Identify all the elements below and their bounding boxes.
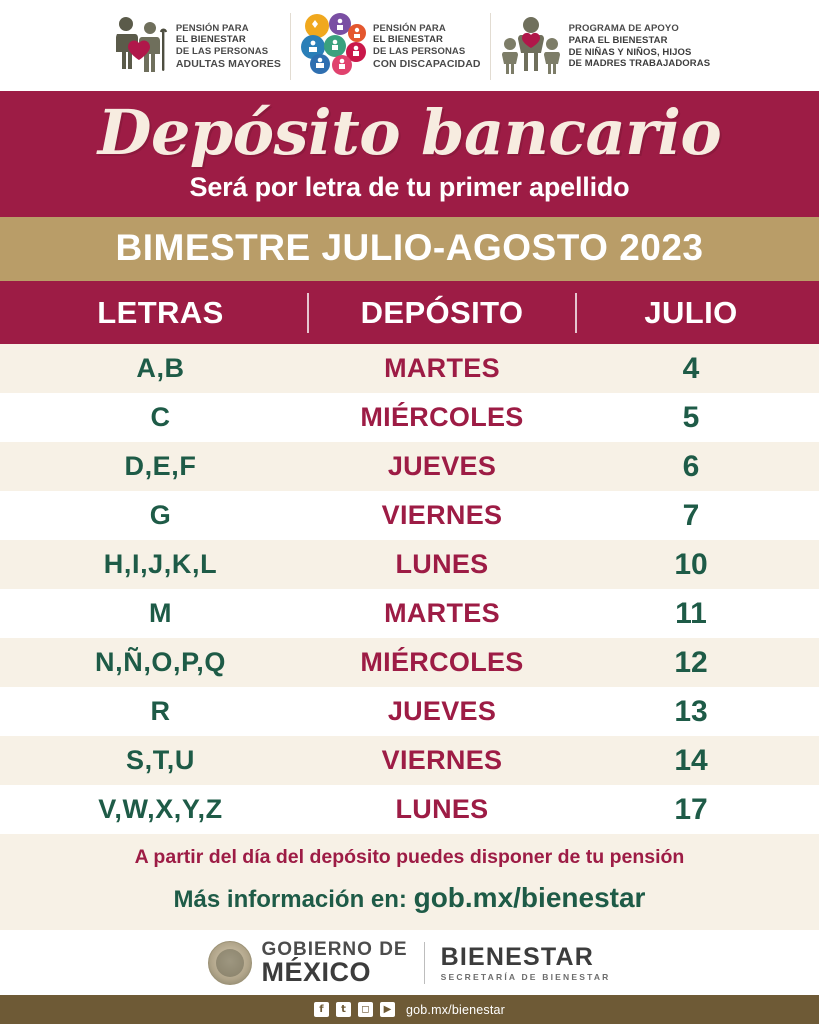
cell-julio: 13 xyxy=(674,694,708,728)
footer-divider xyxy=(424,942,425,984)
cell-deposito: VIERNES xyxy=(381,745,503,776)
more-info-line xyxy=(0,880,819,930)
social-handle[interactable]: gob.mx/bienestar xyxy=(405,1002,506,1017)
cell-letras: M xyxy=(148,598,173,629)
cell-julio: 12 xyxy=(674,645,708,679)
logo-pension-discapacidad-text: PENSIÓN PARA EL BIENESTAR DE LAS PERSONAS CON DISCAPACIDAD xyxy=(373,22,481,70)
youtube-icon[interactable]: ▶ xyxy=(380,1002,395,1017)
national-seal-icon xyxy=(208,941,252,985)
table-row xyxy=(0,491,819,540)
cell-julio: 10 xyxy=(674,547,708,581)
gobierno-de-mexico-lockup xyxy=(208,940,407,986)
table-row xyxy=(0,785,819,834)
page-subtitle: Será por letra de tu primer apellido xyxy=(189,172,630,203)
cell-letras: G xyxy=(149,500,172,531)
program-logos-bar xyxy=(0,0,819,91)
cell-deposito: LUNES xyxy=(395,794,489,825)
table-row xyxy=(0,442,819,491)
cell-letras: N,Ñ,O,P,Q xyxy=(95,647,226,678)
header-divider-1 xyxy=(307,293,309,333)
gobierno-label-line1: GOBIERNO DE xyxy=(261,938,408,960)
disability-symbols-icon xyxy=(300,13,366,80)
cell-deposito: MARTES xyxy=(384,353,500,384)
elderly-couple-icon xyxy=(109,13,169,80)
table-row xyxy=(0,540,819,589)
cell-deposito: MIÉRCOLES xyxy=(360,647,524,678)
cell-letras: H,I,J,K,L xyxy=(103,549,218,580)
table-header xyxy=(0,281,819,344)
bimestre-label: BIMESTRE JULIO-AGOSTO 2023 xyxy=(115,227,704,269)
column-header-deposito: DEPÓSITO xyxy=(360,294,524,330)
schedule-table-body xyxy=(0,344,819,834)
cell-julio: 11 xyxy=(675,596,707,630)
cell-letras: R xyxy=(150,696,171,727)
cell-deposito: MIÉRCOLES xyxy=(360,402,524,433)
logo-pension-adultos-mayores xyxy=(100,13,290,80)
cell-letras: C xyxy=(150,402,171,433)
bimestre-band xyxy=(0,217,819,281)
cell-deposito: JUEVES xyxy=(387,696,497,727)
title-band xyxy=(0,91,819,217)
mother-children-icon xyxy=(500,13,562,80)
government-footer xyxy=(0,930,819,995)
cell-letras: D,E,F xyxy=(124,451,197,482)
column-header-julio: JULIO xyxy=(644,294,738,330)
gobierno-label-line2: MÉXICO xyxy=(261,956,371,987)
cell-letras: V,W,X,Y,Z xyxy=(98,794,223,825)
page-title: Depósito bancario xyxy=(97,96,722,170)
table-row xyxy=(0,589,819,638)
bienestar-lockup xyxy=(441,944,611,981)
twitter-icon[interactable]: t xyxy=(336,1002,351,1017)
cell-letras: A,B xyxy=(136,353,185,384)
table-row xyxy=(0,638,819,687)
cell-julio: 5 xyxy=(682,400,700,434)
cell-deposito: MARTES xyxy=(384,598,500,629)
cell-deposito: VIERNES xyxy=(381,500,503,531)
cell-julio: 14 xyxy=(674,743,708,777)
cell-letras: S,T,U xyxy=(125,745,195,776)
bienestar-sublabel: SECRETARÍA DE BIENESTAR xyxy=(440,971,611,982)
cell-deposito: LUNES xyxy=(395,549,489,580)
header-divider-2 xyxy=(575,293,577,333)
column-header-letras: LETRAS xyxy=(97,294,224,330)
logo-madres-trabajadoras xyxy=(490,13,720,80)
cell-julio: 7 xyxy=(682,498,700,532)
more-info-label: Más información en: xyxy=(173,886,407,914)
cell-julio: 4 xyxy=(682,351,700,385)
cell-julio: 6 xyxy=(682,449,700,483)
more-info-url[interactable]: gob.mx/bienestar xyxy=(413,882,646,914)
cell-deposito: JUEVES xyxy=(387,451,497,482)
bienestar-label: BIENESTAR xyxy=(440,943,594,972)
cell-julio: 17 xyxy=(674,792,708,826)
logo-pension-discapacidad xyxy=(290,13,490,80)
table-row xyxy=(0,393,819,442)
table-row xyxy=(0,687,819,736)
table-row xyxy=(0,736,819,785)
disposition-note: A partir del día del depósito puedes disponer de tu pensión xyxy=(0,834,819,880)
logo-pension-adultos-mayores-text: PENSIÓN PARA EL BIENESTAR DE LAS PERSONAS ADULTAS MAYORES xyxy=(175,22,282,70)
logo-madres-trabajadoras-text: PROGRAMA DE APOYO PARA EL BIENESTAR DE NIÑAS Y NIÑOS, HIJOS DE MADRES TRABAJADORAS xyxy=(568,23,711,70)
social-bar xyxy=(0,995,819,1024)
table-row xyxy=(0,344,819,393)
facebook-icon[interactable]: f xyxy=(314,1002,329,1017)
instagram-icon[interactable]: ◻ xyxy=(358,1002,373,1017)
